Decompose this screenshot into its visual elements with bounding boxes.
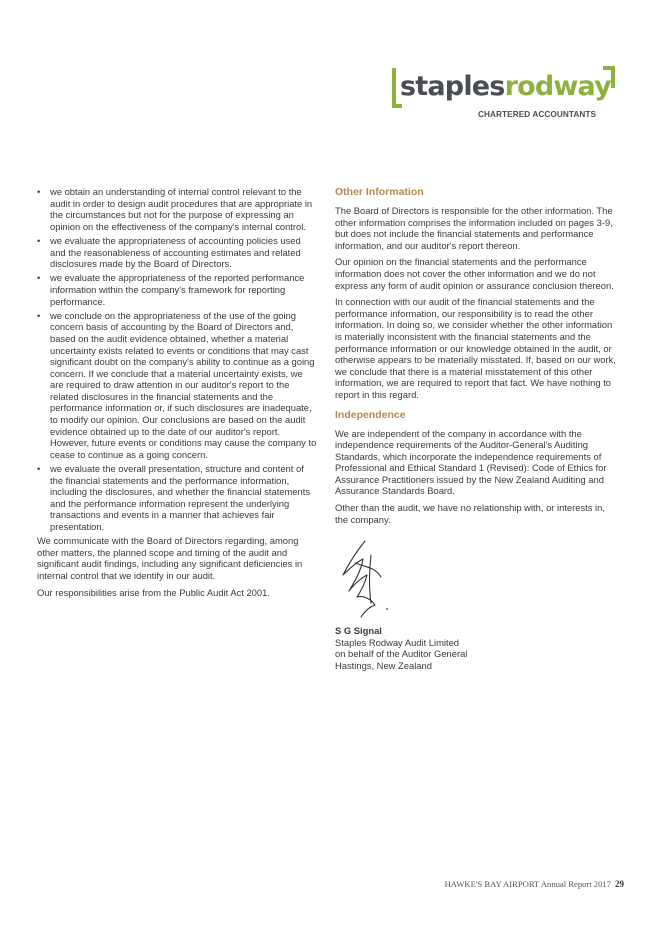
list-item-text: we evaluate the appropriateness of the reported performance information within the company's framework for reporting performance. bbox=[50, 272, 305, 307]
page-footer bbox=[445, 879, 624, 889]
other-information-heading: Other Information bbox=[335, 186, 424, 198]
signer-capacity: on behalf of the Auditor General bbox=[335, 648, 468, 660]
other-info-paragraph: Our opinion on the financial statements and the performance information does not cover the other information and we do not express any form of audit opinion or assurance conclusion thereon. bbox=[335, 256, 614, 291]
logo-subtitle: CHARTERED ACCOUNTANTS bbox=[478, 110, 597, 119]
independence-paragraph: Other than the audit, we have no relationship with, or interests in, the company. bbox=[335, 502, 605, 525]
signer-location: Hastings, New Zealand bbox=[335, 660, 432, 672]
signature-image bbox=[335, 537, 415, 619]
independence-heading: Independence bbox=[335, 408, 406, 421]
list-item bbox=[37, 186, 317, 232]
signer-firm: Staples Rodway Audit Limited bbox=[335, 636, 460, 648]
independence-paragraph: We are independent of the company in accordance with the independence requirements of the Auditor-General's Auditing Standards, which incorporate the independence requirements of Professional and Ethical Standard 1 (Revised): Code of Ethics for Assurance Practitioners issued by the New Zealand Auditing and Assurance Standards Board. bbox=[335, 427, 607, 497]
other-info-paragraph: The Board of Directors is responsible for the other information. The other information comprises the information included on pages 3-9, but does not include the financial statements and performance information, and our auditor's report thereon. bbox=[335, 205, 613, 251]
logo-brand-part1: staples bbox=[400, 71, 505, 102]
responsibilities-paragraph: Our responsibilities arise from the Public Audit Act 2001. bbox=[37, 586, 270, 598]
signer-name: S G Signal bbox=[335, 625, 382, 637]
right-column bbox=[335, 186, 616, 672]
list-item bbox=[37, 463, 317, 533]
bullet-icon: • bbox=[37, 234, 41, 246]
audit-procedures-list bbox=[37, 186, 317, 533]
staples-rodway-logo bbox=[390, 66, 618, 126]
bullet-icon: • bbox=[37, 186, 41, 197]
other-info-paragraph: In connection with our audit of the financial statements and the performance information, our responsibility is to read the other information. In doing so, we consider whether the other information is materially inconsistent with the financial statements and the performance information or our knowledge obtained in the audit, or otherwise appears to be materially misstated. If, based on our work, we conclude that there is a material misstatement of this other information, we are required to report that fact. We have nothing to report in this regard. bbox=[335, 296, 616, 400]
list-item-text: we obtain an understanding of internal control relevant to the audit in order to design audit procedures that are appropriate in the circumstances but not for the purpose of expressing an opinion on the effectiveness of the company's internal control. bbox=[50, 186, 313, 232]
left-column bbox=[37, 186, 317, 603]
logo-brand-part2: rodway bbox=[504, 71, 611, 102]
communication-paragraph: We communicate with the Board of Directors regarding, among other matters, the planned scope and timing of the audit and significant audit findings, including any significant deficiencies in internal control that we identify in our audit. bbox=[37, 535, 303, 581]
list-item bbox=[37, 272, 317, 307]
list-item-text: we conclude on the appropriateness of the use of the going concern basis of accounting by the Board of Directors and, based on the audit evidence obtained, whether a material uncertainty exists related to events or conditions that may cast significant doubt on the company's ability to continue as a going concern. If we conclude that a material uncertainty exists, we are required to draw attention in our auditor's report to the related disclosures in the financial statements and the performance information or, if such disclosures are inadequate, to modify our opinion. Our conclusions are based on the audit evidence obtained up to the date of our auditor's report. However, future events or conditions may cause the company to cease to continue as a going concern. bbox=[50, 309, 317, 460]
bullet-icon: • bbox=[37, 272, 41, 284]
list-item-text: we evaluate the overall presentation, structure and content of the financial statements and the performance information, including the disclosures, and whether the financial statements and the performance information represent the underlying transactions and events in a manner that achieves fair presentation. bbox=[50, 463, 311, 532]
bullet-icon: • bbox=[37, 309, 41, 321]
bullet-icon: • bbox=[37, 463, 41, 475]
footer-report-title: HAWKE'S BAY AIRPORT Annual Report 2017 bbox=[444, 879, 611, 889]
list-item-text: we evaluate the appropriateness of accounting policies used and the reasonableness of accounting estimates and related disclosures made by the Board of Directors. bbox=[50, 234, 301, 270]
logo-wordmark bbox=[400, 72, 611, 102]
list-item bbox=[37, 310, 317, 461]
page-number: 29 bbox=[615, 879, 624, 889]
list-item bbox=[37, 235, 317, 270]
